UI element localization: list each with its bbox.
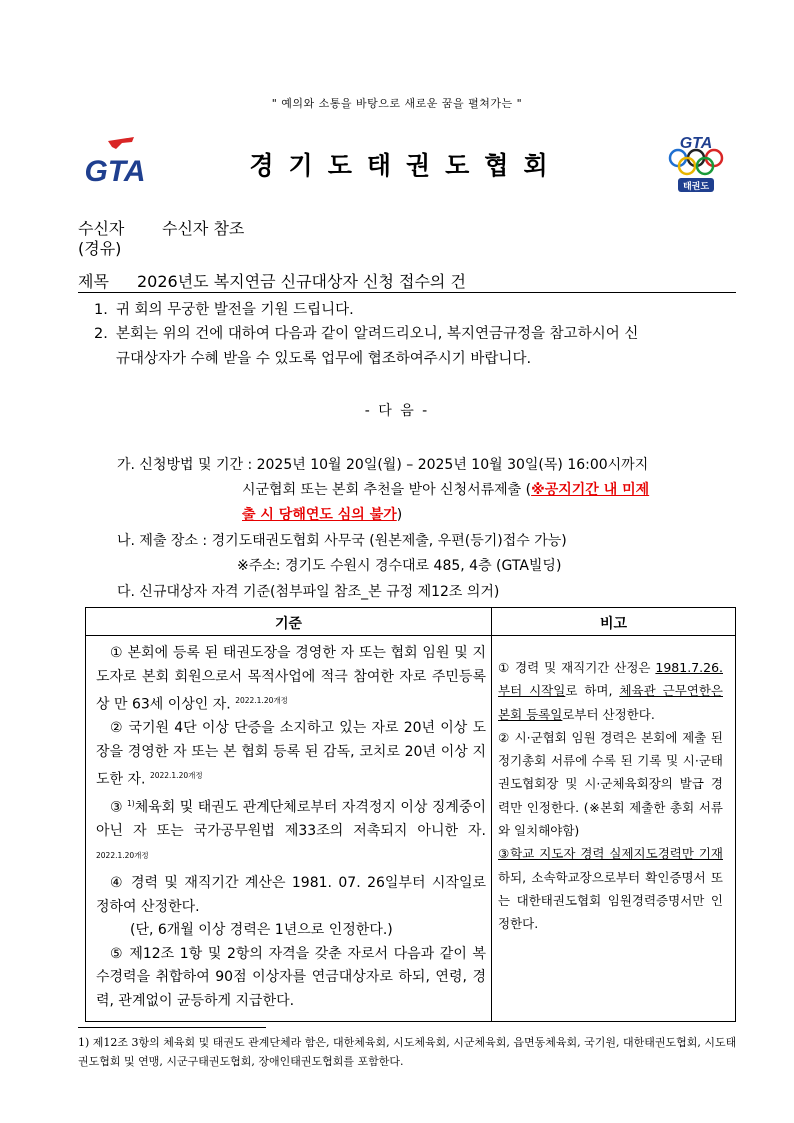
section-ga-line3	[242, 503, 402, 527]
remark-1-c: 로 하며,	[565, 683, 620, 699]
criterion-5-text: ⑤ 제12조 1항 및 2항의 자격을 갖춘 자로서 다음과 같이 복수경력을 취합하여 90점 이상자를 연금대상자로 하되, 연령, 경력, 관계없이 균등하게 지급한다.	[96, 945, 486, 1009]
logo-left-text: GTA	[86, 155, 144, 187]
remark-3-a: ③학교 지도자 경력 실제지도경력만 기재	[498, 846, 723, 862]
remark-1-d: 체육관 근무연한은 본회 등록일	[498, 683, 723, 722]
criterion-4-text: ④ 경력 및 재직기간 계산은 1981. 07. 26일부터 시작일로 정하여 산정한다.	[96, 875, 486, 915]
section-ga-text: 시군협회 또는 본회 추천을 받아 신청서류제출 (	[242, 482, 532, 498]
remark-1-e: 로부터 산정한다.	[562, 706, 655, 722]
criterion-3-text: 체육회 및 태권도 관계단체로부터 자격정지 이상 징계중이 아닌 자 또는 국가공무원법 제33조의 저촉되지 아니한 자.	[96, 799, 486, 840]
criterion-2	[96, 717, 486, 792]
section-na: 나. 제출 장소 : 경기도태권도협회 사무국 (원본제출, 우편(등기)접수 가능)	[117, 533, 567, 549]
item-text: 본회는 위의 건에 대하여 다음과 같이 알려드리오니, 복지연금규정을 참고하시어 신	[116, 326, 639, 342]
criterion-4-note: (단, 6개월 이상 경력은 1년으로 인정한다.)	[130, 922, 393, 939]
table-column-divider	[491, 608, 492, 1021]
revision-note: 2022.1.20개정	[235, 696, 288, 705]
revision-note: 2022.1.20개정	[149, 771, 203, 781]
criterion-1	[96, 642, 486, 717]
gta-logo-right	[664, 128, 728, 194]
section-ga-line2	[242, 478, 649, 502]
item-text: 귀 회의 무궁한 발전을 기원 드립니다.	[116, 302, 354, 318]
criterion-1-text: ① 본회에 등록 된 태권도장을 경영한 자 또는 협회 임원 및 지도자로 본회 회원으로서 목적사업에 적극 참여한 자로 주민등록상 만 63세 이상인 자.	[96, 645, 486, 713]
section-da: 다. 신규대상자 자격 기준(첨부파일 참조_본 규정 제12조 의거)	[117, 584, 500, 600]
subject-divider	[78, 292, 736, 293]
logo-right-sub: 태권도	[682, 182, 710, 192]
footnote	[78, 1033, 738, 1071]
criterion-2-text: ② 국기원 4단 이상 단증을 소지하고 있는 자로 20년 이상 도장을 경영한 자 또는 본 협회 등록 된 감독, 코치로 20년 이상 지도한 자.	[96, 720, 486, 788]
body-item-2-continued: 규대상자가 수혜 받을 수 있도록 업무에 협조하여주시기 바랍니다.	[116, 351, 532, 367]
revision-note: 2022.1.20개정	[96, 850, 149, 860]
criterion-3-num: ③	[110, 799, 128, 816]
item-number: 2.	[94, 326, 108, 342]
remark-3-b: 하되, 소속학교장으로부터 확인증명서 또는 대한태권도협회 임원경력증명서만 인정한다.	[498, 869, 723, 932]
criteria-table	[85, 607, 736, 1022]
criterion-4	[96, 872, 486, 919]
subject-label: 제목	[78, 272, 109, 291]
slogan: " 예의와 소통을 바탕으로 새로운 꿈을 펼쳐가는 "	[271, 97, 523, 110]
item-number: 1.	[94, 302, 108, 318]
footnote-ref[interactable]: 1)	[127, 799, 135, 809]
remark-1-b: 1981.7.26. 부터 시작일	[498, 660, 723, 699]
criteria-list	[96, 642, 486, 1013]
deadline-warning-2: 출 시 당해연도 심의 불가	[242, 507, 397, 523]
footnote-rule	[78, 1027, 266, 1028]
logo-right-text: GTA	[679, 135, 713, 152]
remark-3	[498, 842, 723, 935]
remarks-list	[498, 656, 723, 936]
body-item-2	[94, 322, 734, 346]
remark-1	[498, 656, 723, 726]
footnote-marker: 1)	[78, 1036, 90, 1049]
subject-text: 2026년도 복지연금 신규대상자 신청 접수의 건	[137, 272, 466, 291]
table-header-remarks: 비고	[599, 616, 628, 632]
recipient-label: 수신자	[78, 219, 125, 238]
remark-2: ② 시·군협회 임원 경력은 본회에 제출 된 정기총회 서류에 수록 된 기록 및 시·군태권도협회장 및 시·군체육회장의 발급 경력만 인정한다. (※본회 제출한 총회 서류와 일치해야함)	[498, 729, 723, 839]
remark-1-a: ① 경력 및 재직기간 산정은	[498, 660, 656, 675]
criterion-5	[96, 943, 486, 1014]
footnote-text: 제12조 3항의 체육회 및 태권도 관계단체라 함은, 대한체육회, 시도체육회, 시군체육회, 읍면동체육회, 국기원, 대한태권도협회, 시도태권도협회 및 연맹, 시군구태권도협회, 장애인태권도협회를 포함한다.	[78, 1036, 737, 1068]
notice-heading: - 다 음 -	[364, 403, 430, 419]
table-header-row	[86, 608, 735, 636]
section-ga-close: )	[396, 507, 403, 523]
criterion-3	[96, 792, 486, 872]
body-item-1	[94, 298, 734, 322]
deadline-warning-1: ※공지기간 내 미제	[531, 482, 650, 498]
table-header-criteria: 기준	[274, 616, 303, 632]
org-title: 경기도태권도협회	[249, 151, 563, 180]
recipient-value: 수신자 참조	[162, 219, 245, 238]
section-na-address: ※주소: 경기도 수원시 경수대로 485, 4층 (GTA빌딩)	[237, 558, 562, 574]
section-ga: 가. 신청방법 및 기간 : 2025년 10월 20일(월) – 2025년 10월 30일(목) 16:00시까지	[117, 457, 649, 473]
via-label: (경유)	[78, 239, 122, 258]
